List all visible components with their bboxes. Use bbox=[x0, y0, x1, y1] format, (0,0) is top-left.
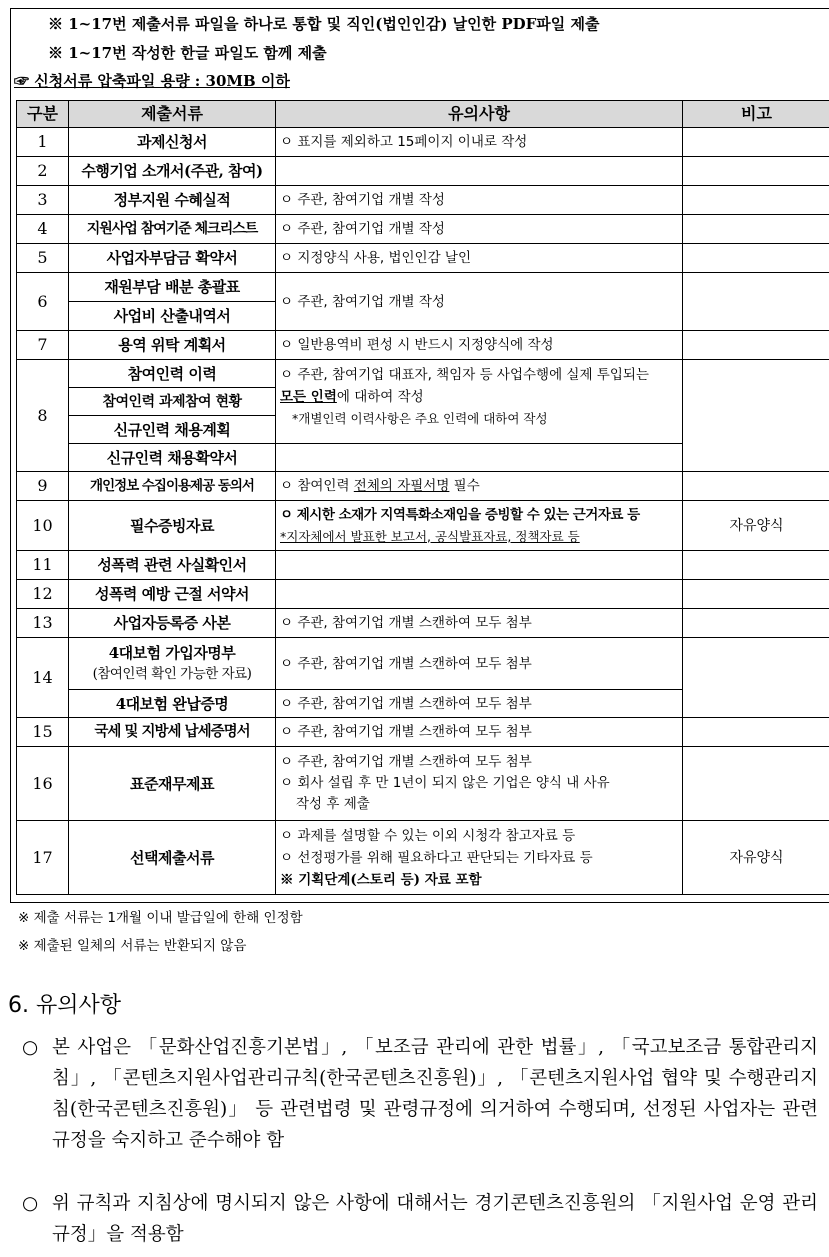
table-row bbox=[17, 580, 829, 609]
table-row bbox=[17, 128, 829, 157]
footnote-issue-date: ※ 제출 서류는 1개월 이내 발급일에 한해 인정함 bbox=[18, 910, 303, 926]
document-name: 재원부담 배분 총괄표 bbox=[69, 273, 276, 302]
row-number: 6 bbox=[17, 273, 69, 331]
note-line: ※ 기획단계(스토리 등) 자료 포함 bbox=[280, 871, 482, 888]
document-name: 과제신청서 bbox=[69, 128, 276, 157]
row-number: 1 bbox=[17, 128, 69, 157]
document-name: 참여인력 이력 bbox=[69, 360, 276, 388]
document-note: ㅇ 주관, 참여기업 개별 스캔하여 모두 첨부 bbox=[276, 718, 683, 747]
table-row bbox=[17, 157, 829, 186]
note-line: 필수 bbox=[449, 478, 480, 494]
note-line: ㅇ 과제를 설명할 수 있는 이외 시청각 참고자료 등 bbox=[280, 827, 576, 844]
document-remark bbox=[683, 472, 829, 501]
table-header-row bbox=[17, 101, 829, 128]
document-note: ㅇ 일반용역비 편성 시 반드시 지정양식에 작성 bbox=[276, 331, 683, 360]
row-number: 10 bbox=[17, 501, 69, 551]
document-name-sub: (참여인력 확인 가능한 자료) bbox=[92, 666, 252, 682]
document-name: 표준재무제표 bbox=[69, 747, 276, 821]
row-number: 7 bbox=[17, 331, 69, 360]
note-line: ㅇ 제시한 소재가 지역특화소재임을 증빙할 수 있는 근거자료 등 bbox=[280, 506, 640, 523]
table-row bbox=[17, 215, 829, 244]
row-number: 5 bbox=[17, 244, 69, 273]
document-remark bbox=[683, 609, 829, 638]
note-pdf-submission: ※ 1~17번 제출서류 파일을 하나로 통합 및 직인(법인인감) 날인한 PDF파일 제출 bbox=[48, 15, 600, 33]
document-remark bbox=[683, 215, 829, 244]
document-name: 용역 위탁 계획서 bbox=[69, 331, 276, 360]
section-title: 6. 유의사항 bbox=[8, 993, 121, 1018]
row-number: 8 bbox=[17, 360, 69, 472]
note-file-size: ☞ 신청서류 압축파일 용량 : 30MB 이하 bbox=[14, 72, 290, 90]
document-remark: 자유양식 bbox=[683, 821, 829, 895]
table-row bbox=[17, 186, 829, 215]
notice-text: 위 규칙과 지침상에 명시되지 않은 사항에 대해서는 경기콘텐츠진흥원의 「지원사업 운영 관리 규정」을 적용함 bbox=[52, 1193, 818, 1245]
document-name: 지원사업 참여기준 체크리스트 bbox=[69, 215, 276, 244]
bullet-circle-icon: ○ bbox=[22, 1037, 39, 1058]
document-remark bbox=[683, 551, 829, 580]
bullet-circle-icon: ○ bbox=[22, 1193, 39, 1214]
document-remark bbox=[683, 244, 829, 273]
note-line: *지자체에서 발표한 보고서, 공식발표자료, 정책자료 등 bbox=[280, 528, 580, 544]
row-number: 4 bbox=[17, 215, 69, 244]
table-row bbox=[17, 747, 829, 821]
document-remark bbox=[683, 186, 829, 215]
table-row bbox=[17, 360, 829, 388]
header-category: 구분 bbox=[17, 101, 69, 128]
document-name-main: 4대보험 가입자명부 bbox=[108, 644, 236, 662]
document-name: 사업비 산출내역서 bbox=[69, 302, 276, 331]
document-name: 필수증빙자료 bbox=[69, 501, 276, 551]
document-remark bbox=[683, 638, 829, 718]
document-remark bbox=[683, 157, 829, 186]
document-remark bbox=[683, 273, 829, 331]
note-line: ㅇ 주관, 참여기업 개별 스캔하여 모두 첨부 bbox=[280, 754, 532, 770]
document-note: ㅇ 주관, 참여기업 개별 작성 bbox=[276, 273, 683, 331]
document-remark bbox=[683, 128, 829, 157]
document-name: 4대보험 완납증명 bbox=[69, 690, 276, 718]
row-number: 14 bbox=[17, 638, 69, 718]
document-remark: 자유양식 bbox=[683, 501, 829, 551]
row-number: 3 bbox=[17, 186, 69, 215]
note-line: 작성 후 제출 bbox=[296, 796, 370, 812]
document-note: ㅇ 주관, 참여기업 개별 스캔하여 모두 첨부 bbox=[276, 690, 683, 718]
document-remark bbox=[683, 360, 829, 472]
document-note bbox=[276, 444, 683, 472]
row-number: 16 bbox=[17, 747, 69, 821]
document-note: ㅇ 주관, 참여기업 개별 스캔하여 모두 첨부 bbox=[276, 609, 683, 638]
note-line: ㅇ 회사 설립 후 만 1년이 되지 않은 기업은 양식 내 사유 bbox=[280, 775, 610, 791]
document-note bbox=[276, 747, 683, 821]
row-number: 2 bbox=[17, 157, 69, 186]
document-name: 개인정보 수집이용제공 동의서 bbox=[69, 472, 276, 501]
document-name: 국세 및 지방세 납세증명서 bbox=[69, 718, 276, 747]
document-name: 성폭력 관련 사실확인서 bbox=[69, 551, 276, 580]
document-note bbox=[276, 360, 683, 444]
document-remark bbox=[683, 580, 829, 609]
row-number: 9 bbox=[17, 472, 69, 501]
document-note: ㅇ 주관, 참여기업 개별 작성 bbox=[276, 215, 683, 244]
submission-documents-table bbox=[16, 100, 829, 895]
table-row bbox=[17, 551, 829, 580]
row-number: 12 bbox=[17, 580, 69, 609]
document-note bbox=[276, 472, 683, 501]
header-notes: 유의사항 bbox=[276, 101, 683, 128]
document-name: 수행기업 소개서(주관, 참여) bbox=[69, 157, 276, 186]
document-note bbox=[276, 580, 683, 609]
document-name: 성폭력 예방 근절 서약서 bbox=[69, 580, 276, 609]
document-remark bbox=[683, 747, 829, 821]
note-emphasis: 모든 인력 bbox=[280, 389, 337, 405]
document-name: 신규인력 채용계획 bbox=[69, 416, 276, 444]
note-line: ㅇ 선정평가를 위해 필요하다고 판단되는 기타자료 등 bbox=[280, 849, 593, 866]
document-note bbox=[276, 501, 683, 551]
document-remark bbox=[683, 331, 829, 360]
document-name: 사업자부담금 확약서 bbox=[69, 244, 276, 273]
document-name: 신규인력 채용확약서 bbox=[69, 444, 276, 472]
row-number: 13 bbox=[17, 609, 69, 638]
table-row bbox=[17, 501, 829, 551]
table-row bbox=[17, 331, 829, 360]
row-number: 17 bbox=[17, 821, 69, 895]
document-note bbox=[276, 157, 683, 186]
document-note: ㅇ 표지를 제외하고 15페이지 이내로 작성 bbox=[276, 128, 683, 157]
table-row bbox=[17, 472, 829, 501]
document-note: ㅇ 지정양식 사용, 법인인감 날인 bbox=[276, 244, 683, 273]
document-name: 사업자등록증 사본 bbox=[69, 609, 276, 638]
header-remarks: 비고 bbox=[683, 101, 829, 128]
note-emphasis: 전체의 자필서명 bbox=[353, 478, 450, 494]
note-line: ㅇ 참여인력 bbox=[280, 478, 354, 494]
row-number: 15 bbox=[17, 718, 69, 747]
table-row bbox=[17, 273, 829, 302]
row-number: 11 bbox=[17, 551, 69, 580]
document-remark bbox=[683, 718, 829, 747]
document-note: ㅇ 주관, 참여기업 개별 작성 bbox=[276, 186, 683, 215]
header-document: 제출서류 bbox=[69, 101, 276, 128]
note-line: ㅇ 주관, 참여기업 대표자, 책임자 등 사업수행에 실제 투입되는 bbox=[280, 367, 649, 383]
table-row bbox=[17, 244, 829, 273]
note-hwp-submission: ※ 1~17번 작성한 한글 파일도 함께 제출 bbox=[48, 44, 327, 62]
notice-text: 본 사업은 「문화산업진흥기본법」, 「보조금 관리에 관한 법률」, 「국고보조금 통합관리지침」, 「콘텐츠지원사업관리규칙(한국콘텐츠진흥원)」, 「콘텐츠지원사업 협약 및 수행관리지침(한국콘텐츠진흥원)」 등 관련법령 및 관령규정에 의거하여 수행되며, 선정된 사업자는 관련규정을 숙지하고 준수해야 함 bbox=[52, 1037, 818, 1151]
document-note bbox=[276, 821, 683, 895]
document-name: 참여인력 과제참여 현황 bbox=[69, 388, 276, 416]
document-note: ㅇ 주관, 참여기업 개별 스캔하여 모두 첨부 bbox=[276, 638, 683, 690]
note-line: *개별인력 이력사항은 주요 인력에 대하여 작성 bbox=[292, 411, 548, 426]
document-note bbox=[276, 551, 683, 580]
document-name: 정부지원 수혜실적 bbox=[69, 186, 276, 215]
notice-paragraph bbox=[22, 1188, 818, 1250]
table-row bbox=[17, 718, 829, 747]
note-line: 에 대하여 작성 bbox=[336, 389, 424, 405]
table-row bbox=[17, 638, 829, 690]
table-row bbox=[17, 821, 829, 895]
notice-paragraph bbox=[22, 1032, 818, 1156]
table-row bbox=[17, 609, 829, 638]
document-name: 선택제출서류 bbox=[69, 821, 276, 895]
footnote-no-return: ※ 제출된 일체의 서류는 반환되지 않음 bbox=[18, 938, 247, 954]
document-name bbox=[69, 638, 276, 690]
